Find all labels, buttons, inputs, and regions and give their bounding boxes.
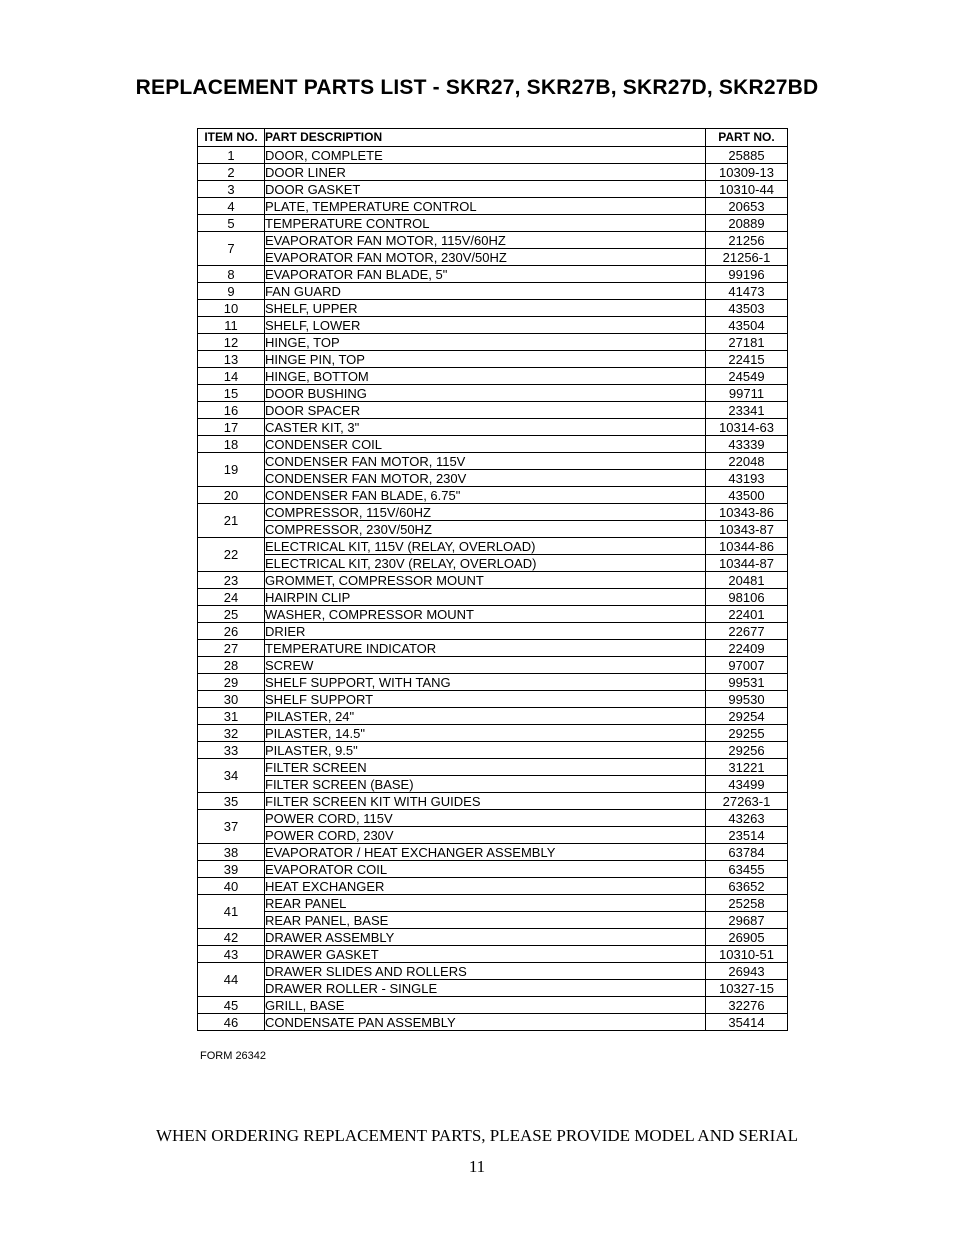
item-number-cell: 1 [198, 147, 265, 164]
part-description-cell: CONDENSER COIL [265, 436, 706, 453]
form-number: FORM 26342 [200, 1050, 267, 1062]
table-row [198, 470, 788, 487]
item-number-cell: 5 [198, 215, 265, 232]
table-row [198, 776, 788, 793]
item-number-cell: 43 [198, 946, 265, 963]
part-number-cell: 10343-86 [706, 504, 788, 521]
item-number-cell: 44 [198, 963, 265, 997]
table-row [198, 419, 788, 436]
part-number-cell: 23514 [706, 827, 788, 844]
part-number-cell: 97007 [706, 657, 788, 674]
part-number-cell: 63784 [706, 844, 788, 861]
part-description-cell: POWER CORD, 115V [265, 810, 706, 827]
item-number-cell: 27 [198, 640, 265, 657]
part-number-cell: 98106 [706, 589, 788, 606]
item-number-cell: 9 [198, 283, 265, 300]
table-row [198, 827, 788, 844]
part-description-cell: PILASTER, 14.5" [265, 725, 706, 742]
item-number-cell: 39 [198, 861, 265, 878]
page-number: 11 [468, 1157, 486, 1176]
table-row [198, 538, 788, 555]
part-number-cell: 32276 [706, 997, 788, 1014]
item-number-cell: 29 [198, 674, 265, 691]
item-number-cell: 38 [198, 844, 265, 861]
part-number-cell: 29256 [706, 742, 788, 759]
item-number-cell: 32 [198, 725, 265, 742]
header-item-no: ITEM NO. [198, 129, 265, 147]
part-number-cell: 10310-44 [706, 181, 788, 198]
table-row [198, 980, 788, 997]
part-number-cell: 21256-1 [706, 249, 788, 266]
part-number-cell: 43504 [706, 317, 788, 334]
part-number-cell: 22401 [706, 606, 788, 623]
table-row [198, 436, 788, 453]
part-description-cell: DRAWER ROLLER - SINGLE [265, 980, 706, 997]
part-number-cell: 22409 [706, 640, 788, 657]
part-description-cell: EVAPORATOR COIL [265, 861, 706, 878]
table-row [198, 385, 788, 402]
item-number-cell: 15 [198, 385, 265, 402]
table-row [198, 215, 788, 232]
table-row [198, 691, 788, 708]
part-number-cell: 29687 [706, 912, 788, 929]
part-number-cell: 27263-1 [706, 793, 788, 810]
table-row [198, 708, 788, 725]
part-number-cell: 20653 [706, 198, 788, 215]
item-number-cell: 25 [198, 606, 265, 623]
part-number-cell: 20889 [706, 215, 788, 232]
part-number-cell: 99711 [706, 385, 788, 402]
part-number-cell: 26943 [706, 963, 788, 980]
part-number-cell: 10309-13 [706, 164, 788, 181]
part-number-cell: 22415 [706, 351, 788, 368]
item-number-cell: 12 [198, 334, 265, 351]
part-description-cell: TEMPERATURE INDICATOR [265, 640, 706, 657]
table-row [198, 368, 788, 385]
item-number-cell: 30 [198, 691, 265, 708]
parts-table [197, 128, 788, 1031]
parts-table-body [198, 147, 788, 1031]
part-number-cell: 43193 [706, 470, 788, 487]
part-description-cell: DRAWER SLIDES AND ROLLERS [265, 963, 706, 980]
table-row [198, 674, 788, 691]
table-row [198, 861, 788, 878]
part-description-cell: DOOR GASKET [265, 181, 706, 198]
part-description-cell: SCREW [265, 657, 706, 674]
part-description-cell: CONDENSER FAN MOTOR, 115V [265, 453, 706, 470]
table-row [198, 198, 788, 215]
footer-note: WHEN ORDERING REPLACEMENT PARTS, PLEASE PROVIDE MODEL AND SERIAL [155, 1126, 798, 1145]
item-number-cell: 20 [198, 487, 265, 504]
part-description-cell: DOOR BUSHING [265, 385, 706, 402]
part-description-cell: HINGE PIN, TOP [265, 351, 706, 368]
table-row [198, 878, 788, 895]
item-number-cell: 40 [198, 878, 265, 895]
item-number-cell: 28 [198, 657, 265, 674]
part-number-cell: 27181 [706, 334, 788, 351]
part-description-cell: REAR PANEL [265, 895, 706, 912]
part-description-cell: POWER CORD, 230V [265, 827, 706, 844]
part-number-cell: 10344-86 [706, 538, 788, 555]
item-number-cell: 13 [198, 351, 265, 368]
table-row [198, 487, 788, 504]
part-description-cell: SHELF, LOWER [265, 317, 706, 334]
part-description-cell: ELECTRICAL KIT, 115V (RELAY, OVERLOAD) [265, 538, 706, 555]
part-description-cell: ELECTRICAL KIT, 230V (RELAY, OVERLOAD) [265, 555, 706, 572]
part-description-cell: DOOR, COMPLETE [265, 147, 706, 164]
table-row [198, 572, 788, 589]
table-row [198, 1014, 788, 1031]
item-number-cell: 11 [198, 317, 265, 334]
part-description-cell: DRIER [265, 623, 706, 640]
part-number-cell: 22048 [706, 453, 788, 470]
item-number-cell: 23 [198, 572, 265, 589]
part-description-cell: FILTER SCREEN (BASE) [265, 776, 706, 793]
header-part-description: PART DESCRIPTION [265, 129, 706, 147]
item-number-cell: 10 [198, 300, 265, 317]
item-number-cell: 46 [198, 1014, 265, 1031]
item-number-cell: 34 [198, 759, 265, 793]
item-number-cell: 7 [198, 232, 265, 266]
part-description-cell: COMPRESSOR, 115V/60HZ [265, 504, 706, 521]
part-number-cell: 35414 [706, 1014, 788, 1031]
table-row [198, 725, 788, 742]
table-row [198, 844, 788, 861]
table-row [198, 589, 788, 606]
table-row [198, 606, 788, 623]
page-title: REPLACEMENT PARTS LIST - SKR27, SKR27B, SKR27D, SKR27BD [135, 76, 819, 99]
table-row [198, 912, 788, 929]
item-number-cell: 14 [198, 368, 265, 385]
part-number-cell: 20481 [706, 572, 788, 589]
table-row [198, 759, 788, 776]
part-description-cell: EVAPORATOR / HEAT EXCHANGER ASSEMBLY [265, 844, 706, 861]
part-description-cell: HINGE, TOP [265, 334, 706, 351]
part-description-cell: CONDENSER FAN BLADE, 6.75" [265, 487, 706, 504]
item-number-cell: 3 [198, 181, 265, 198]
part-number-cell: 41473 [706, 283, 788, 300]
part-number-cell: 25885 [706, 147, 788, 164]
part-description-cell: GROMMET, COMPRESSOR MOUNT [265, 572, 706, 589]
part-description-cell: SHELF SUPPORT [265, 691, 706, 708]
table-row [198, 504, 788, 521]
part-number-cell: 22677 [706, 623, 788, 640]
item-number-cell: 31 [198, 708, 265, 725]
part-description-cell: PILASTER, 24" [265, 708, 706, 725]
item-number-cell: 22 [198, 538, 265, 572]
table-row [198, 334, 788, 351]
part-number-cell: 99530 [706, 691, 788, 708]
item-number-cell: 8 [198, 266, 265, 283]
table-row [198, 521, 788, 538]
part-description-cell: GRILL, BASE [265, 997, 706, 1014]
part-number-cell: 21256 [706, 232, 788, 249]
part-description-cell: TEMPERATURE CONTROL [265, 215, 706, 232]
table-row [198, 810, 788, 827]
part-number-cell: 10344-87 [706, 555, 788, 572]
part-number-cell: 99531 [706, 674, 788, 691]
item-number-cell: 4 [198, 198, 265, 215]
table-row [198, 963, 788, 980]
part-number-cell: 10327-15 [706, 980, 788, 997]
part-description-cell: DOOR LINER [265, 164, 706, 181]
item-number-cell: 37 [198, 810, 265, 844]
part-number-cell: 25258 [706, 895, 788, 912]
table-row [198, 453, 788, 470]
part-description-cell: SHELF, UPPER [265, 300, 706, 317]
table-row [198, 266, 788, 283]
part-description-cell: DOOR SPACER [265, 402, 706, 419]
part-number-cell: 43500 [706, 487, 788, 504]
part-description-cell: CONDENSER FAN MOTOR, 230V [265, 470, 706, 487]
part-number-cell: 63455 [706, 861, 788, 878]
part-number-cell: 10314-63 [706, 419, 788, 436]
header-part-no: PART NO. [706, 129, 788, 147]
part-description-cell: HAIRPIN CLIP [265, 589, 706, 606]
item-number-cell: 24 [198, 589, 265, 606]
part-number-cell: 23341 [706, 402, 788, 419]
table-row [198, 402, 788, 419]
item-number-cell: 26 [198, 623, 265, 640]
part-number-cell: 63652 [706, 878, 788, 895]
table-row [198, 351, 788, 368]
table-row [198, 555, 788, 572]
table-row [198, 793, 788, 810]
part-description-cell: DRAWER ASSEMBLY [265, 929, 706, 946]
part-description-cell: CONDENSATE PAN ASSEMBLY [265, 1014, 706, 1031]
item-number-cell: 45 [198, 997, 265, 1014]
table-header-row [198, 129, 788, 147]
table-row [198, 929, 788, 946]
part-description-cell: EVAPORATOR FAN BLADE, 5" [265, 266, 706, 283]
item-number-cell: 42 [198, 929, 265, 946]
part-description-cell: FILTER SCREEN [265, 759, 706, 776]
table-row [198, 249, 788, 266]
part-number-cell: 24549 [706, 368, 788, 385]
table-row [198, 640, 788, 657]
table-row [198, 147, 788, 164]
table-row [198, 997, 788, 1014]
table-row [198, 946, 788, 963]
part-number-cell: 26905 [706, 929, 788, 946]
part-number-cell: 43503 [706, 300, 788, 317]
part-description-cell: PLATE, TEMPERATURE CONTROL [265, 198, 706, 215]
item-number-cell: 41 [198, 895, 265, 929]
table-row [198, 232, 788, 249]
table-row [198, 164, 788, 181]
table-row [198, 657, 788, 674]
item-number-cell: 21 [198, 504, 265, 538]
part-description-cell: EVAPORATOR FAN MOTOR, 230V/50HZ [265, 249, 706, 266]
part-number-cell: 99196 [706, 266, 788, 283]
part-description-cell: HEAT EXCHANGER [265, 878, 706, 895]
table-row [198, 317, 788, 334]
part-description-cell: PILASTER, 9.5" [265, 742, 706, 759]
part-description-cell: SHELF SUPPORT, WITH TANG [265, 674, 706, 691]
part-number-cell: 29255 [706, 725, 788, 742]
part-number-cell: 43339 [706, 436, 788, 453]
table-row [198, 895, 788, 912]
part-number-cell: 31221 [706, 759, 788, 776]
item-number-cell: 16 [198, 402, 265, 419]
table-row [198, 742, 788, 759]
part-description-cell: FILTER SCREEN KIT WITH GUIDES [265, 793, 706, 810]
part-description-cell: DRAWER GASKET [265, 946, 706, 963]
part-number-cell: 29254 [706, 708, 788, 725]
part-description-cell: FAN GUARD [265, 283, 706, 300]
part-description-cell: REAR PANEL, BASE [265, 912, 706, 929]
item-number-cell: 2 [198, 164, 265, 181]
item-number-cell: 35 [198, 793, 265, 810]
table-row [198, 181, 788, 198]
table-row [198, 623, 788, 640]
part-description-cell: COMPRESSOR, 230V/50HZ [265, 521, 706, 538]
part-description-cell: CASTER KIT, 3" [265, 419, 706, 436]
part-number-cell: 10343-87 [706, 521, 788, 538]
item-number-cell: 33 [198, 742, 265, 759]
part-description-cell: HINGE, BOTTOM [265, 368, 706, 385]
part-number-cell: 10310-51 [706, 946, 788, 963]
part-description-cell: EVAPORATOR FAN MOTOR, 115V/60HZ [265, 232, 706, 249]
table-row [198, 283, 788, 300]
part-number-cell: 43263 [706, 810, 788, 827]
item-number-cell: 17 [198, 419, 265, 436]
part-description-cell: WASHER, COMPRESSOR MOUNT [265, 606, 706, 623]
table-row [198, 300, 788, 317]
part-number-cell: 43499 [706, 776, 788, 793]
item-number-cell: 19 [198, 453, 265, 487]
item-number-cell: 18 [198, 436, 265, 453]
